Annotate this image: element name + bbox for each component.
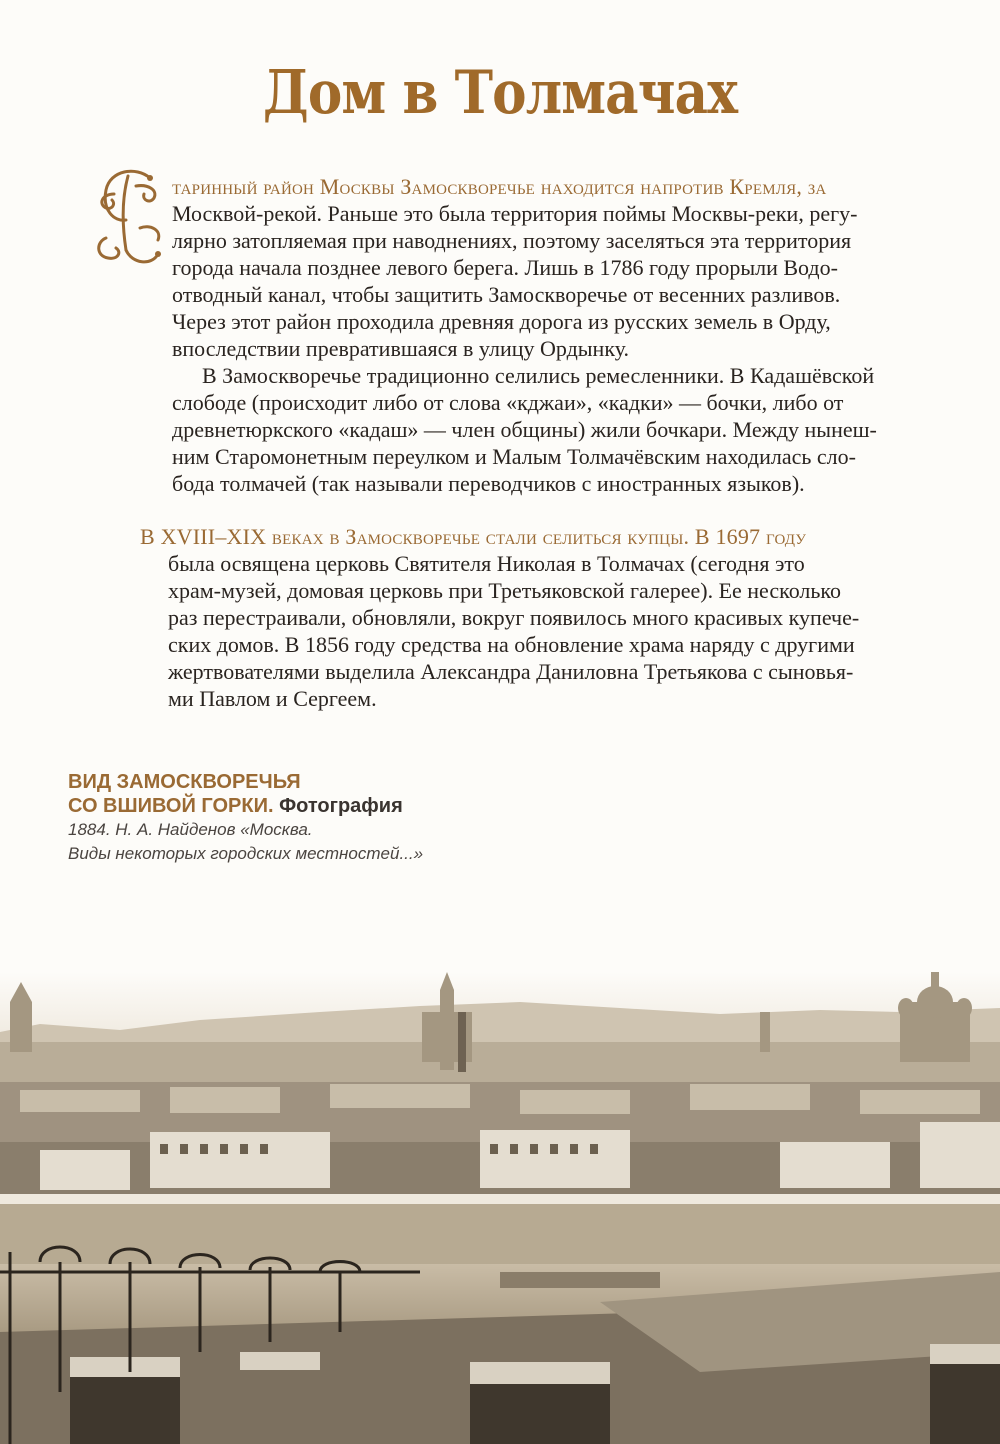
text-line: впоследствии превратившаяся в улицу Ордынку.: [172, 336, 630, 361]
text-line: отводный канал, чтобы защитить Замоскворечье от весенних разливов.: [172, 282, 841, 307]
caption-title-part: СО ВШИВОЙ ГОРКИ.: [68, 795, 274, 817]
panorama-photo: [0, 972, 1000, 1444]
text-line: В Замоскворечье традиционно селились ремесленники. В Кадашёвской: [202, 363, 875, 388]
text-line: лярно затопляемая при наводнениях, поэтому заселяться эта территория: [172, 228, 852, 253]
ornamental-dropcap-icon: [92, 164, 168, 270]
text-line: древнетюркского «кадаш» — член общины) жили бочкари. Между нынеш-: [172, 417, 877, 442]
text-line: бода толмачей (так называли переводчиков с иностранных языков).: [172, 471, 805, 496]
text-line: ми Павлом и Сергеем.: [168, 686, 377, 711]
text-line: ских домов. В 1856 году средства на обновление храма наряду с другими: [168, 632, 855, 657]
caption-source-line: 1884. Н. А. Найденов «Москва.: [68, 820, 313, 839]
text-line: жертвователями выделила Александра Даниловна Третьякова с сыновья-: [168, 659, 854, 684]
paragraph-lead-line: В XVIII–XIX веках в Замоскворечье стали селиться купцы. В 1697 году: [140, 524, 807, 549]
caption-title-line: ВИД ЗАМОСКВОРЕЧЬЯ: [68, 771, 301, 793]
caption-title-suffix: Фотография: [279, 795, 403, 817]
text-line: Москвой-рекой. Раньше это была территория поймы Москвы-реки, регу-: [172, 201, 858, 226]
caption-source-line: Виды некоторых городских местностей...»: [68, 844, 424, 863]
text-line: ним Старомонетным переулком и Малым Толмачёвским находилась сло-: [172, 444, 856, 469]
text-line: Через этот район проходила древняя дорога из русских земель в Орду,: [172, 309, 831, 334]
photo-caption: [68, 770, 423, 866]
text-line: слободе (происходит либо от слова «кджаи», «кадки» — бочки, либо от: [172, 390, 844, 415]
paragraph-lead-line: таринный район Москвы Замоскворечье находится напротив Кремля, за: [172, 174, 827, 199]
caption-title-line: [68, 794, 423, 818]
text-line: раз перестраивали, обновляли, вокруг появилось много красивых купече-: [168, 605, 860, 630]
text-line: города начала позднее левого берега. Лишь в 1786 году прорыли Водо-: [172, 255, 838, 280]
text-line: храм-музей, домовая церковь при Третьяковской галерее). Ее несколько: [168, 578, 841, 603]
page-title: Дом в Толмачах: [262, 58, 738, 128]
text-line: была освящена церковь Святителя Николая в Толмачах (сегодня это: [168, 551, 805, 576]
